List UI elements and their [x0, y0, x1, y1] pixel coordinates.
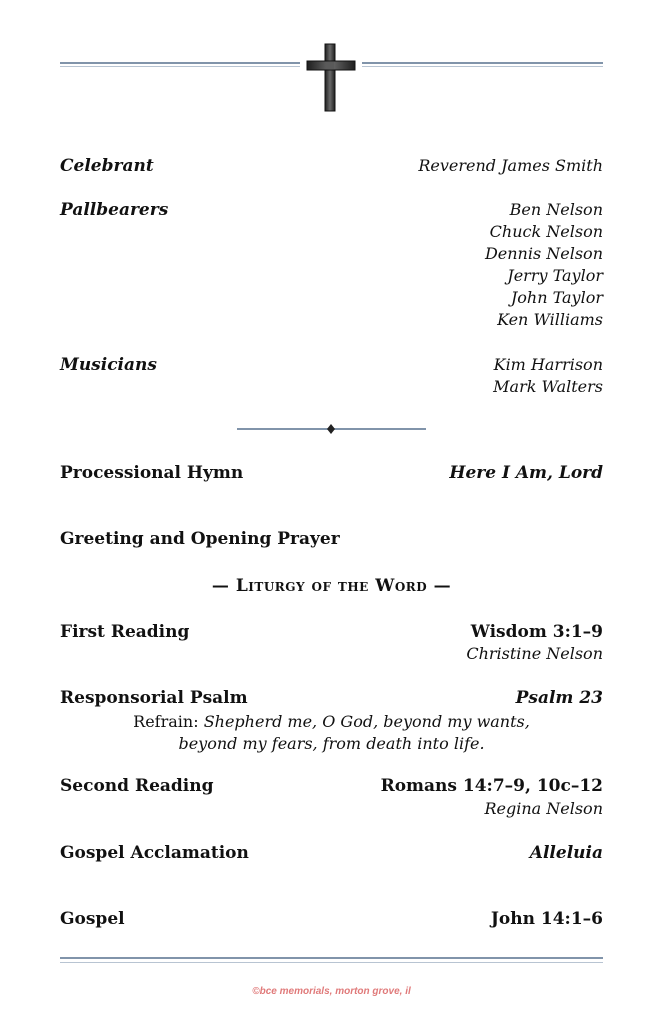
refrain-label: Refrain: — [133, 712, 199, 731]
musicians-list — [493, 354, 603, 398]
first-reading-row — [60, 622, 603, 646]
pallbearers-label: Pallbearers — [60, 200, 169, 220]
section-heading: — Liturgy of the Word — — [211, 576, 452, 596]
pallbearer-name: Ken Williams — [497, 310, 603, 329]
refrain-line-1: Shepherd me, O God, beyond my wants, — [203, 712, 530, 731]
celebrant-label: Celebrant — [60, 156, 154, 176]
second-reading-row — [60, 776, 603, 800]
acclamation-row — [60, 843, 603, 867]
first-reading-label: First Reading — [60, 622, 190, 642]
pallbearers-list — [485, 199, 603, 331]
pallbearer-name: Chuck Nelson — [489, 222, 603, 241]
psalm-refrain — [0, 711, 663, 755]
gospel-row — [60, 909, 603, 933]
footer-credit: ©bce memorials, morton grove, il — [252, 986, 411, 997]
refrain-line-2: beyond my fears, from death into life. — [178, 734, 485, 753]
pallbearer-name: Dennis Nelson — [484, 244, 603, 263]
psalm-row — [60, 688, 603, 712]
musician-name: Kim Harrison — [493, 355, 603, 374]
second-reading-label: Second Reading — [60, 776, 214, 796]
celebrant-name: Reverend James Smith — [418, 156, 603, 175]
gospel-citation: John 14:1–6 — [490, 909, 603, 929]
celebrant-row — [60, 156, 603, 180]
psalm-citation: Psalm 23 — [515, 688, 603, 708]
pallbearer-name: Jerry Taylor — [507, 266, 603, 285]
processional-label: Processional Hymn — [60, 463, 244, 483]
greeting-row — [60, 529, 603, 553]
psalm-label: Responsorial Psalm — [60, 688, 248, 708]
pallbearer-name: John Taylor — [510, 288, 603, 307]
musician-name: Mark Walters — [493, 377, 603, 396]
diamond-icon — [325, 423, 337, 435]
acclamation-title: Alleluia — [529, 843, 603, 863]
musicians-label: Musicians — [60, 355, 157, 375]
second-reading-reader: Regina Nelson — [484, 799, 603, 818]
gospel-label: Gospel — [60, 909, 125, 929]
greeting-label: Greeting and Opening Prayer — [60, 529, 340, 549]
pallbearer-name: Ben Nelson — [509, 200, 603, 219]
processional-title: Here I Am, Lord — [449, 463, 603, 483]
first-reading-citation: Wisdom 3:1–9 — [470, 622, 603, 642]
processional-row — [60, 463, 603, 487]
second-reading-citation: Romans 14:7–9, 10c–12 — [380, 776, 603, 796]
acclamation-label: Gospel Acclamation — [60, 843, 249, 863]
first-reading-reader: Christine Nelson — [466, 644, 603, 663]
cross-icon — [305, 43, 359, 113]
